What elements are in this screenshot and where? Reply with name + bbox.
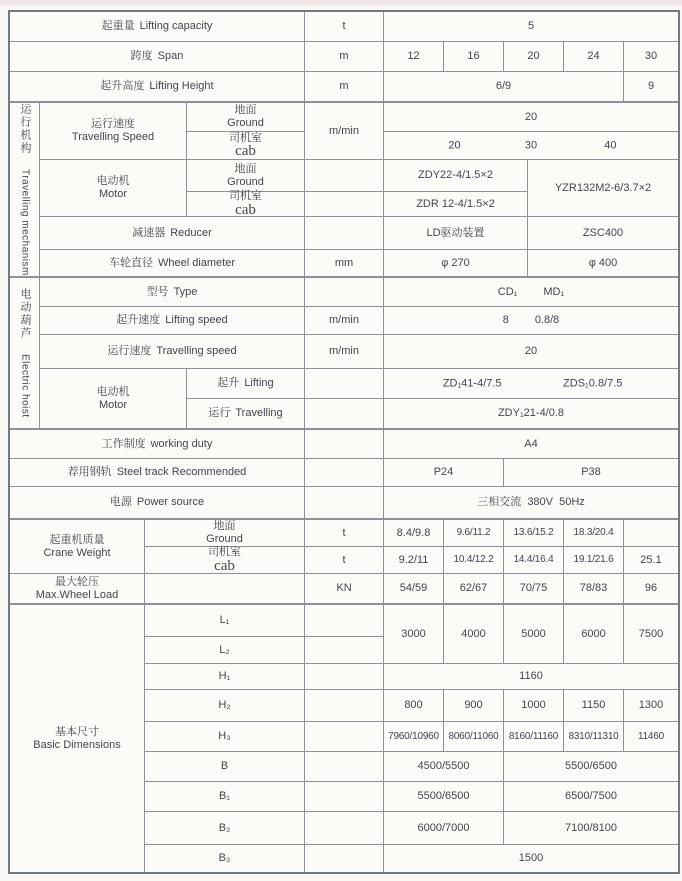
- crane-weight-cab-en: cab: [214, 557, 235, 574]
- working-duty-en: working duty: [150, 437, 213, 450]
- hoist-motor-zh: 电动机: [96, 385, 130, 398]
- hoist-lifting-speed-value-1: 8: [502, 314, 509, 327]
- steel-track-unit: [305, 459, 384, 487]
- reducer-value-left: LD驱动装置: [384, 217, 528, 250]
- hoist-lifting-speed-value-2: 0.8/8: [534, 314, 560, 327]
- working-duty-value: A4: [384, 429, 678, 459]
- crane-weight-zh: 起重机质量: [49, 533, 105, 546]
- hoist-type-label: [40, 277, 305, 307]
- hoist-type-value-1: CD₁: [497, 285, 518, 298]
- hoist-motor-travelling-label: [187, 399, 305, 429]
- section-electric-hoist-en: Electric hoist: [19, 354, 31, 418]
- tm-motor-cab-zh: 司机室: [229, 190, 262, 203]
- lifting-capacity-zh: 起重量: [101, 20, 135, 33]
- tm-motor-merged-value: YZR132M2-6/3.7×2: [528, 160, 678, 217]
- reducer-en: Reducer: [170, 226, 212, 239]
- hoist-motor-lifting-values: [384, 369, 678, 399]
- lifting-capacity-value: 5: [384, 12, 678, 42]
- crane-weight-label: [10, 519, 145, 574]
- reducer-zh: 减速器: [132, 226, 166, 239]
- wheel-diameter-label: [40, 250, 305, 277]
- dim-l2-label: L₂: [145, 637, 305, 664]
- dim-b3-unit: [305, 845, 384, 872]
- hoist-type-en: Type: [173, 285, 198, 298]
- dim-l2-unit: [305, 637, 384, 664]
- hoist-motor-lifting-value-1: ZD₁41-4/7.5: [442, 377, 502, 390]
- tm-speed-ground-label: [187, 102, 305, 132]
- tm-speed-cab-value-2: 30: [524, 139, 538, 152]
- dim-h2-label: H₂: [145, 690, 305, 722]
- lifting-height-label: [10, 72, 305, 102]
- steel-track-value-right: P38: [504, 459, 678, 487]
- dim-b2-unit: [305, 812, 384, 845]
- span-value-5: 30: [624, 42, 678, 72]
- tm-speed-cab-value-3: 40: [604, 139, 617, 152]
- hoist-lifting-speed-label: [40, 307, 305, 335]
- hoist-motor-en: Motor: [98, 398, 128, 411]
- crane-weight-ground-value-2: 9.6/11.2: [444, 519, 504, 547]
- dim-b2-label: B₂: [145, 812, 305, 845]
- tm-motor-ground-unit: [305, 160, 384, 192]
- dim-b1-value-right: 6500/7500: [504, 782, 678, 812]
- dim-b2-value-left: 6000/7000: [384, 812, 504, 845]
- lifting-height-value-last: 9: [624, 72, 678, 102]
- crane-weight-ground-zh: 地面: [213, 520, 236, 533]
- crane-spec-table: [8, 10, 680, 874]
- dim-h3-value-3: 8160/11160: [504, 722, 564, 752]
- crane-weight-cab-value-4: 19.1/21.6: [564, 547, 624, 574]
- hoist-travelling-speed-en: Travelling speed: [156, 345, 237, 358]
- dim-l-value-1: 3000: [384, 604, 444, 664]
- span-en: Span: [157, 50, 184, 63]
- lifting-capacity-en: Lifting capacity: [139, 20, 213, 33]
- dim-b1-value-left: 5500/6500: [384, 782, 504, 812]
- dim-h3-value-5: 11460: [624, 722, 678, 752]
- tm-speed-cab-label: [187, 132, 305, 160]
- dim-h2-value-1: 800: [384, 690, 444, 722]
- crane-weight-cab-zh: 司机室: [208, 546, 241, 559]
- span-unit: m: [305, 42, 384, 72]
- dim-h2-unit: [305, 690, 384, 722]
- lifting-height-unit: m: [305, 72, 384, 102]
- hoist-travelling-speed-label: [40, 335, 305, 369]
- dim-h1-unit: [305, 664, 384, 690]
- steel-track-value-left: P24: [384, 459, 504, 487]
- span-value-3: 20: [504, 42, 564, 72]
- dim-l-value-3: 5000: [504, 604, 564, 664]
- dim-b1-unit: [305, 782, 384, 812]
- crane-weight-cab-label: [145, 547, 305, 574]
- section-electric-hoist: [10, 277, 40, 429]
- working-duty-unit: [305, 429, 384, 459]
- hoist-lifting-speed-unit: m/min: [305, 307, 384, 335]
- crane-weight-ground-value-3: 13.6/15.2: [504, 519, 564, 547]
- section-travelling-mechanism-zh: 运行机构: [18, 103, 31, 156]
- steel-track-en: Steel track Recommended: [116, 466, 247, 479]
- basic-dimensions-zh: 基本尺寸: [55, 725, 99, 738]
- crane-weight-cab-value-5: 25.1: [624, 547, 678, 574]
- hoist-motor-lifting-zh: 起升: [217, 377, 240, 390]
- power-source-label: [10, 487, 305, 519]
- reducer-label: [40, 217, 305, 250]
- hoist-motor-lifting-en: Lifting: [244, 377, 274, 390]
- dim-h3-value-4: 8310/11310: [564, 722, 624, 752]
- lifting-height-value-main: 6/9: [384, 72, 624, 102]
- power-source-value: 三相交流 380V 50Hz: [384, 487, 678, 519]
- dim-l-value-2: 4000: [444, 604, 504, 664]
- scan-edge-artifact: [0, 0, 682, 5]
- tm-speed-en: Travelling Speed: [71, 131, 155, 143]
- power-source-zh: 电源: [109, 496, 132, 509]
- lifting-height-en: Lifting Height: [149, 80, 214, 93]
- span-value-2: 16: [444, 42, 504, 72]
- hoist-motor-lifting-label: [187, 369, 305, 399]
- hoist-type-values: [384, 277, 678, 307]
- dim-h2-value-2: 900: [444, 690, 504, 722]
- wheel-diameter-zh: 车轮直径: [108, 256, 153, 269]
- hoist-motor-travelling-zh: 运行: [208, 407, 231, 420]
- dim-l1-unit: [305, 604, 384, 637]
- tm-motor-cab-label: [187, 192, 305, 217]
- hoist-type-zh: 型号: [146, 285, 169, 298]
- crane-weight-ground-value-5: [624, 519, 678, 547]
- steel-track-label: [10, 459, 305, 487]
- span-value-4: 24: [564, 42, 624, 72]
- span-value-1: 12: [384, 42, 444, 72]
- span-zh: 跨度: [130, 50, 153, 63]
- hoist-travelling-speed-unit: m/min: [305, 335, 384, 369]
- dim-l-value-5: 7500: [624, 604, 678, 664]
- wheel-diameter-value-right: φ 400: [528, 250, 678, 277]
- hoist-motor-label: [40, 369, 187, 429]
- dim-b3-value: 1500: [518, 852, 544, 865]
- tm-motor-ground-value: ZDY22-4/1.5×2: [384, 160, 528, 192]
- tm-speed-label: [40, 102, 187, 160]
- working-duty-label: [10, 429, 305, 459]
- max-wheel-load-label: [10, 574, 145, 604]
- section-electric-hoist-zh: 电动葫芦: [18, 288, 31, 341]
- hoist-type-value-2: MD₁: [543, 285, 565, 298]
- hoist-type-unit: [305, 277, 384, 307]
- max-wheel-load-value-2: 62/67: [444, 574, 504, 604]
- hoist-motor-travelling-en: Travelling: [235, 407, 283, 420]
- tm-motor-cab-value: ZDR 12-4/1.5×2: [384, 192, 528, 217]
- tm-speed-cab-zh: 司机室: [229, 131, 262, 144]
- dim-h3-unit: [305, 722, 384, 752]
- max-wheel-load-sub: [145, 574, 305, 604]
- hoist-motor-travelling-unit: [305, 399, 384, 429]
- max-wheel-load-value-1: 54/59: [384, 574, 444, 604]
- tm-motor-en: Motor: [98, 188, 128, 200]
- reducer-unit: [305, 217, 384, 250]
- tm-motor-ground-en: Ground: [227, 175, 264, 188]
- tm-speed-cab-value-1: 20: [448, 139, 461, 152]
- steel-track-zh: 荐用钢轨: [67, 466, 112, 479]
- basic-dimensions-label: [10, 604, 145, 872]
- dim-l1-label: L₁: [145, 604, 305, 637]
- max-wheel-load-value-3: 70/75: [504, 574, 564, 604]
- crane-weight-cab-value-3: 14.4/16.4: [504, 547, 564, 574]
- wheel-diameter-value-left: φ 270: [384, 250, 528, 277]
- reducer-value-right: ZSC400: [528, 217, 678, 250]
- dim-h2-value-5: 1300: [624, 690, 678, 722]
- wheel-diameter-en: Wheel diameter: [157, 256, 236, 269]
- dim-h2-value-4: 1150: [564, 690, 624, 722]
- tm-speed-cab-values: [384, 132, 678, 160]
- section-travelling-mechanism: [10, 102, 40, 277]
- section-travelling-mechanism-en: Travelling mechanism: [19, 169, 31, 276]
- crane-weight-ground-value-1: 8.4/9.8: [384, 519, 444, 547]
- hoist-lifting-speed-zh: 起升速度: [116, 314, 161, 327]
- power-source-unit: [305, 487, 384, 519]
- crane-weight-en: Crane Weight: [43, 546, 111, 559]
- wheel-diameter-unit: mm: [305, 250, 384, 277]
- crane-weight-ground-label: [145, 519, 305, 547]
- dim-h3-value-1: 7960/10960: [384, 722, 444, 752]
- dim-h1-value: 1160: [384, 664, 678, 690]
- crane-weight-cab-value-2: 10.4/12.2: [444, 547, 504, 574]
- hoist-lifting-speed-en: Lifting speed: [165, 314, 228, 327]
- max-wheel-load-value-4: 78/83: [564, 574, 624, 604]
- max-wheel-load-unit: KN: [305, 574, 384, 604]
- lifting-capacity-unit: t: [305, 12, 384, 42]
- dim-h3-value-2: 8060/11060: [444, 722, 504, 752]
- tm-speed-ground-zh: 地面: [234, 104, 257, 117]
- tm-motor-cab-unit: [305, 192, 384, 217]
- crane-weight-cab-unit: t: [305, 547, 384, 574]
- dim-h2-value-3: 1000: [504, 690, 564, 722]
- lifting-height-zh: 起升高度: [100, 80, 145, 93]
- max-wheel-load-zh: 最大轮压: [55, 575, 99, 588]
- hoist-motor-travelling-value: ZDY₁21-4/0.8: [384, 399, 678, 429]
- basic-dimensions-en: Basic Dimensions: [33, 738, 121, 751]
- crane-weight-ground-unit: t: [305, 519, 384, 547]
- crane-weight-ground-value-4: 18.3/20.4: [564, 519, 624, 547]
- tm-speed-unit: m/min: [305, 102, 384, 160]
- dim-h1-label: H₁: [145, 664, 305, 690]
- dim-b-value-left: 4500/5500: [384, 752, 504, 782]
- dim-b-label: B: [145, 752, 305, 782]
- hoist-motor-lifting-value-2: ZDS₁0.8/7.5: [563, 377, 623, 390]
- tm-speed-zh: 运行速度: [91, 118, 135, 131]
- tm-motor-ground-label: [187, 160, 305, 192]
- tm-motor-zh: 电动机: [96, 175, 130, 188]
- hoist-travelling-speed-zh: 运行速度: [107, 345, 152, 358]
- hoist-motor-lifting-unit: [305, 369, 384, 399]
- dim-b-unit: [305, 752, 384, 782]
- span-label: [10, 42, 305, 72]
- dim-b-value-right: 5500/6500: [504, 752, 678, 782]
- power-source-en: Power source: [136, 496, 205, 509]
- hoist-travelling-speed-value: 20: [384, 335, 678, 369]
- tm-motor-cab-en: cab: [235, 201, 256, 218]
- dim-b1-label: B₁: [145, 782, 305, 812]
- tm-motor-label: [40, 160, 187, 217]
- dim-b3-label: B₃: [145, 845, 305, 872]
- working-duty-zh: 工作制度: [101, 437, 146, 450]
- dim-l-value-4: 6000: [564, 604, 624, 664]
- tm-speed-ground-en: Ground: [227, 117, 264, 129]
- crane-weight-cab-value-1: 9.2/11: [384, 547, 444, 574]
- tm-speed-cab-en: cab: [235, 143, 256, 160]
- tm-motor-ground-zh: 地面: [234, 162, 257, 175]
- max-wheel-load-value-5: 96: [624, 574, 678, 604]
- crane-weight-ground-en: Ground: [206, 533, 243, 545]
- lifting-capacity-label: [10, 12, 305, 42]
- dim-b2-value-right: 7100/8100: [504, 812, 678, 845]
- hoist-lifting-speed-values: [384, 307, 678, 335]
- dim-h3-label: H₃: [145, 722, 305, 752]
- tm-speed-ground-value: 20: [384, 102, 678, 132]
- max-wheel-load-en: Max.Wheel Load: [35, 588, 119, 601]
